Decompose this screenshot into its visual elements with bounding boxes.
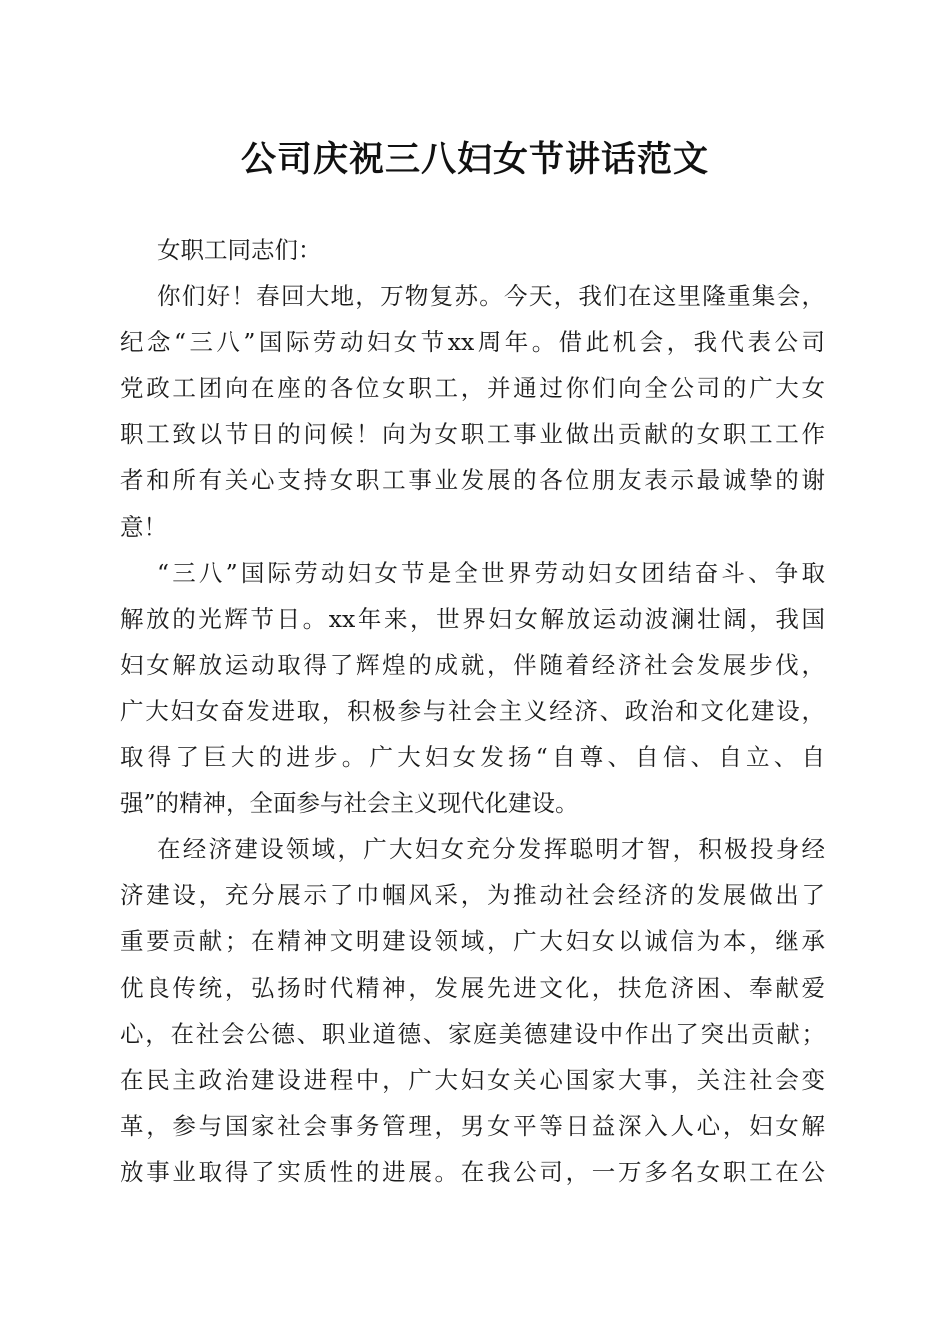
paragraph-line: 放事业取得了实质性的进展。在我公司，一万多名女职工在公 <box>120 1157 825 1186</box>
document-body <box>120 227 825 1195</box>
paragraph-line: 纪念“三八”国际劳动妇女节xx周年。借此机会，我代表公司 <box>120 328 825 357</box>
paragraph-line: 广大妇女奋发进取，积极参与社会主义经济、政治和文化建设， <box>120 696 825 725</box>
paragraph-festival-history <box>120 550 825 827</box>
document-title: 公司庆祝三八妇女节讲话范文 <box>240 139 709 180</box>
paragraph-salutation <box>120 227 825 273</box>
paragraph-line: 革，参与国家社会事务管理，男女平等日益深入人心，妇女解 <box>120 1111 825 1140</box>
paragraph-line: 职工致以节日的问候！向为女职工事业做出贡献的女职工工作 <box>120 420 825 449</box>
paragraph-line: 在民主政治建设进程中，广大妇女关心国家大事，关注社会变 <box>120 1065 825 1094</box>
paragraph-line: 者和所有关心支持女职工事业发展的各位朋友表示最诚挚的谢 <box>120 466 825 495</box>
paragraph-line: 济建设，充分展示了巾帼风采，为推动社会经济的发展做出了 <box>120 881 825 910</box>
paragraph-line: 意！ <box>120 512 167 541</box>
paragraph-line: 你们好！春回大地，万物复苏。今天，我们在这里隆重集会， <box>157 282 825 311</box>
paragraph-line: 在经济建设领域，广大妇女充分发挥聪明才智，积极投身经 <box>157 835 825 864</box>
paragraph-line: 解放的光辉节日。xx年来，世界妇女解放运动波澜壮阔，我国 <box>120 604 825 633</box>
paragraph-line: 心，在社会公德、职业道德、家庭美德建设中作出了突出贡献； <box>120 1019 825 1048</box>
paragraph-line: 党政工团向在座的各位女职工，并通过你们向全公司的广大女 <box>120 374 825 403</box>
paragraph-greeting <box>120 273 825 550</box>
paragraph-line: 强”的精神，全面参与社会主义现代化建设。 <box>120 789 579 818</box>
paragraph-line: 妇女解放运动取得了辉煌的成就，伴随着经济社会发展步伐， <box>120 650 825 679</box>
paragraph-line: “三八”国际劳动妇女节是全世界劳动妇女团结奋斗、争取 <box>157 558 825 587</box>
paragraph-line: 取得了巨大的进步。广大妇女发扬“自尊、自信、自立、自 <box>120 743 825 772</box>
paragraph-line: 女职工同志们： <box>157 236 322 264</box>
paragraph-line: 重要贡献；在精神文明建设领域，广大妇女以诚信为本，继承 <box>120 927 825 956</box>
paragraph-achievements <box>120 826 825 1195</box>
paragraph-line: 优良传统，弘扬时代精神，发展先进文化，扶危济困、奉献爱 <box>120 973 825 1002</box>
